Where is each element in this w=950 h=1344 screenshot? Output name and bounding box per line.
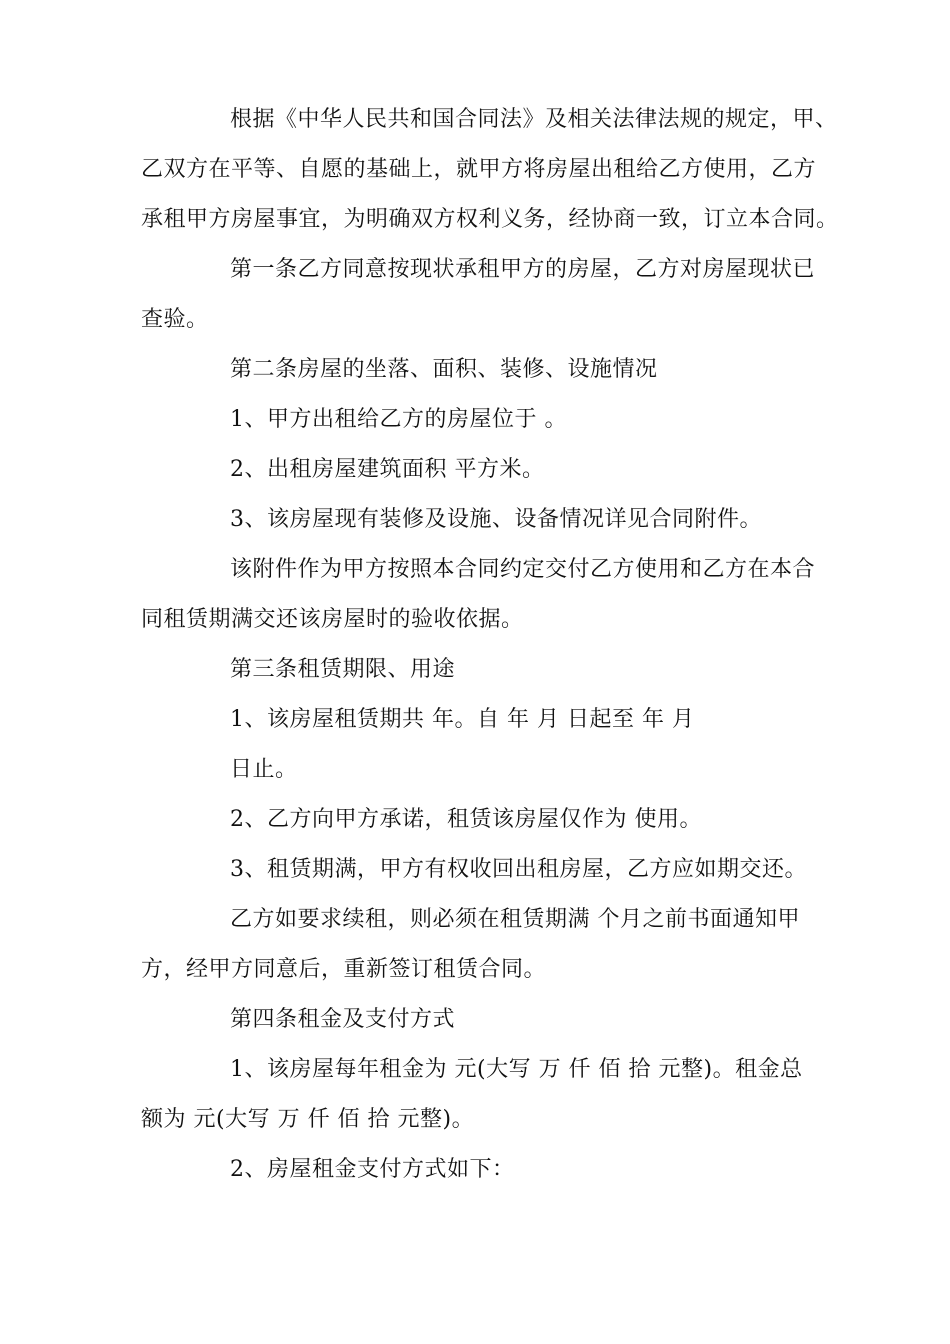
paragraph-line-1: 根据《中华人民共和国合同法》及相关法律法规的规定，甲、 — [230, 107, 838, 132]
article-1-line-1: 第一条乙方同意按现状承租甲方的房屋，乙方对房屋现状已 — [230, 257, 816, 282]
article-3-heading: 第三条租赁期限、用途 — [230, 657, 456, 682]
paragraph-line-2: 乙双方在平等、自愿的基础上，就甲方将房屋出租给乙方使用，乙方 — [141, 157, 817, 182]
article-2-item-2: 2、出租房屋建筑面积 平方米。 — [230, 457, 545, 482]
article-3-item-1-line-1: 1、该房屋租赁期共 年。自 年 月 日起至 年 月 — [230, 707, 695, 732]
article-4-heading: 第四条租金及支付方式 — [230, 1007, 456, 1032]
article-2-item-1: 1、甲方出租给乙方的房屋位于 。 — [230, 407, 567, 432]
attachment-note-line-1: 该附件作为甲方按照本合同约定交付乙方使用和乙方在本合 — [230, 557, 816, 582]
article-3-item-2: 2、乙方向甲方承诺，租赁该房屋仅作为 使用。 — [230, 807, 702, 832]
article-1-line-2: 查验。 — [141, 307, 209, 332]
paragraph-line-3: 承租甲方房屋事宜，为明确双方权利义务，经协商一致，订立本合同。 — [141, 207, 839, 232]
article-4-item-2: 2、房屋租金支付方式如下： — [230, 1157, 515, 1182]
article-4-item-1-line-2: 额为 元(大写 万 仟 佰 拾 元整)。 — [141, 1107, 475, 1132]
renewal-note-line-1: 乙方如要求续租，则必须在租赁期满 个月之前书面通知甲 — [230, 907, 800, 932]
article-2-item-3: 3、该房屋现有装修及设施、设备情况详见合同附件。 — [230, 507, 762, 532]
renewal-note-line-2: 方，经甲方同意后，重新签订租赁合同。 — [141, 957, 547, 982]
article-4-item-1-line-1: 1、该房屋每年租金为 元(大写 万 仟 佰 拾 元整)。租金总 — [230, 1057, 803, 1082]
attachment-note-line-2: 同租赁期满交还该房屋时的验收依据。 — [141, 607, 524, 632]
article-3-item-3: 3、租赁期满，甲方有权收回出租房屋，乙方应如期交还。 — [230, 857, 807, 882]
article-3-item-1-line-2: 日止。 — [230, 757, 298, 782]
article-2-heading: 第二条房屋的坐落、面积、装修、设施情况 — [230, 357, 658, 382]
